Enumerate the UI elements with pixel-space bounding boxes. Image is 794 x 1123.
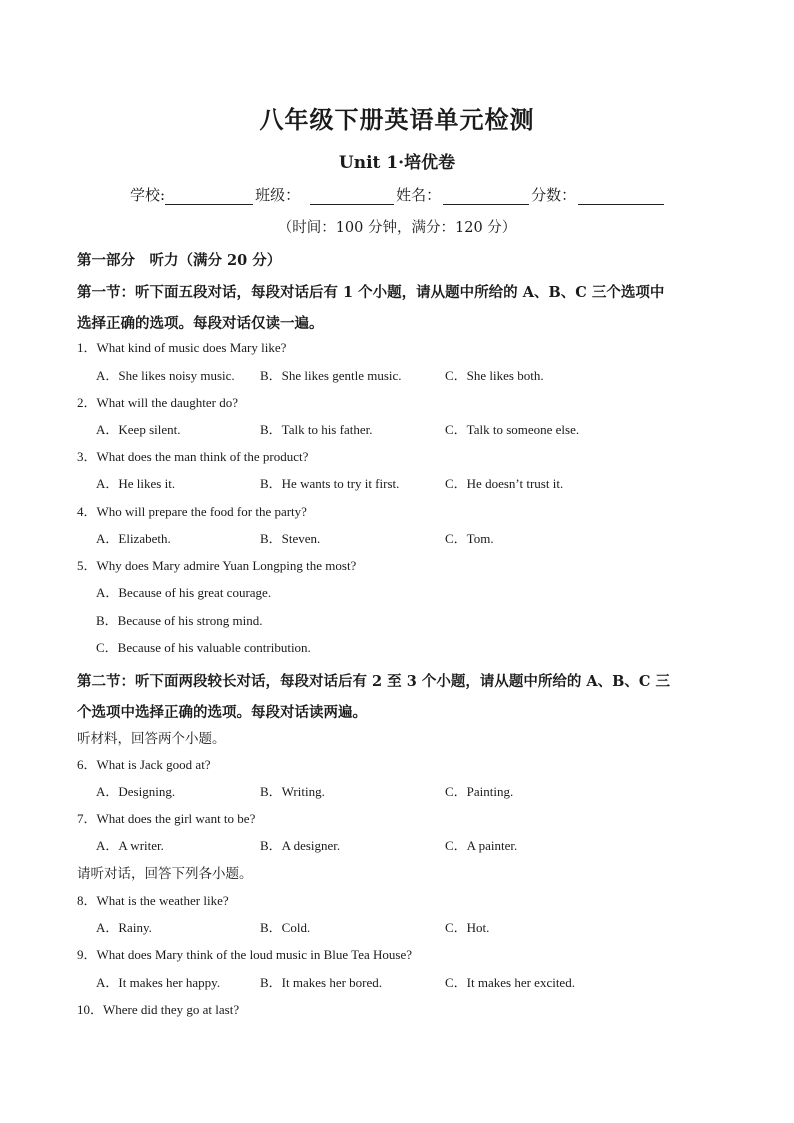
name-blank[interactable] (443, 188, 529, 205)
q8-option-b: B．Cold. (260, 920, 311, 935)
question-1: 1．What kind of music does Mary like? (77, 340, 287, 355)
q4-option-c: C．Tom. (445, 531, 494, 546)
school-blank[interactable] (165, 188, 253, 205)
student-info-line (130, 184, 666, 205)
school-label: 学校: (130, 186, 166, 204)
q3-option-b: B．He wants to try it first. (260, 476, 400, 491)
q1-option-c: C．She likes both. (445, 368, 544, 383)
page-subtitle: Unit 1·培优卷 (338, 153, 456, 173)
section2-instruction-line1: 第二节：听下面两段较长对话，每段对话后有 2 至 3 个小题，请从题中所给的 A、B、C 三 (77, 673, 671, 690)
q6-option-c: C．Painting. (445, 784, 514, 799)
q4-option-b: B．Steven. (260, 531, 321, 546)
class-blank[interactable] (310, 188, 394, 205)
question-3: 3．What does the man think of the product? (77, 449, 309, 464)
question-5: 5．Why does Mary admire Yuan Longping the most? (77, 558, 357, 573)
q9-option-b: B．It makes her bored. (260, 975, 383, 990)
question-7: 7．What does the girl want to be? (77, 811, 256, 826)
listening-instruction-1: 听材料，回答两个小题。 (77, 731, 226, 747)
q2-option-c: C．Talk to someone else. (445, 422, 580, 437)
q6-option-b: B．Writing. (260, 784, 325, 799)
class-label: 班级： (255, 186, 301, 204)
q1-option-b: B．She likes gentle music. (260, 368, 402, 383)
section1-instruction-line2: 选择正确的选项。每段对话仅读一遍。 (77, 315, 324, 332)
q6-option-a: A．Designing. (96, 784, 176, 799)
score-blank[interactable] (578, 188, 664, 205)
time-note: （时间：100 分钟，满分：120 分） (277, 220, 517, 236)
q1-option-a: A．She likes noisy music. (96, 368, 235, 383)
q2-option-b: B．Talk to his father. (260, 422, 373, 437)
question-10: 10．Where did they go at last? (77, 1002, 240, 1017)
part1-heading: 第一部分 听力（满分 20 分） (77, 252, 282, 269)
q3-option-c: C．He doesn’t trust it. (445, 476, 564, 491)
name-label: 姓名： (396, 186, 442, 204)
page-title: 八年级下册英语单元检测 (259, 105, 535, 134)
question-9: 9．What does Mary think of the loud music in Blue Tea House? (77, 947, 412, 962)
q2-option-a: A．Keep silent. (96, 422, 181, 437)
question-2: 2．What will the daughter do? (77, 395, 239, 410)
q9-option-a: A．It makes her happy. (96, 975, 221, 990)
q7-option-a: A．A writer. (96, 838, 164, 853)
q5-option-b: B．Because of his strong mind. (96, 613, 263, 628)
q7-option-b: B．A designer. (260, 838, 341, 853)
listening-instruction-2: 请听对话，回答下列各小题。 (77, 866, 253, 882)
q7-option-c: C．A painter. (445, 838, 518, 853)
q8-option-c: C．Hot. (445, 920, 490, 935)
score-label: 分数： (531, 186, 577, 204)
q9-option-c: C．It makes her excited. (445, 975, 575, 990)
question-6: 6．What is Jack good at? (77, 757, 211, 772)
question-8: 8．What is the weather like? (77, 893, 229, 908)
section2-instruction-line2: 个选项中选择正确的选项。每段对话读两遍。 (77, 704, 367, 721)
q5-option-a: A．Because of his great courage. (96, 585, 272, 600)
q8-option-a: A．Rainy. (96, 920, 152, 935)
q5-option-c: C．Because of his valuable contribution. (96, 640, 311, 655)
section1-instruction-line1: 第一节：听下面五段对话，每段对话后有 1 个小题，请从题中所给的 A、B、C 三个选项中 (77, 284, 665, 301)
q3-option-a: A．He likes it. (96, 476, 176, 491)
q4-option-a: A．Elizabeth. (96, 531, 171, 546)
question-4: 4．Who will prepare the food for the party? (77, 504, 307, 519)
